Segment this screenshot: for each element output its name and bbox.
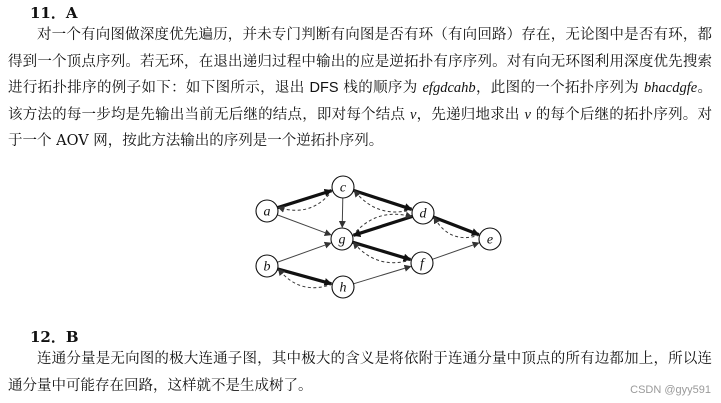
edge-f-e [432,243,478,259]
q12-heading: 12．B [30,328,79,346]
watermark: CSDN @gyy591 [630,384,711,396]
q11-text-5: ，先递归地求出 [416,106,525,123]
node-f-label: f [420,256,424,272]
node-d-label: d [419,206,427,222]
vertex-v-2: v [524,106,531,123]
node-a-label: a [263,204,271,220]
edge-h-f [354,266,411,283]
q11-text-2: 栈的顺序为 [338,80,423,96]
q12-explanation: 连通分量是无向图的极大连通子图，其中极大的含义是将依附于连通分量中顶点的所有边都加上，所以连通分量中可能存在回路，这样就不是生成树了。 [8,351,712,394]
dfs-term: DFS [309,80,339,96]
q11-text-3: ，此图的一个拓扑序列为 [475,80,645,96]
q11-text-4: 。该方法的每一步均是先输出当前无后继的结点，即对每个结点 [8,80,713,123]
topological-sequence: bhacdgfe [644,80,698,96]
edge-d-e [433,217,479,235]
q11-text-1: 对一个有向图做深度优先遍历，并未专门判断有向图是否有环（有向回路）存在，无论图中是否有环，都得到一个顶点序列。若无环，在退出递归过程中输出的应是逆拓扑有序序列。对有向无环图利用深度优先搜索进行拓扑排序的例子如下：如下图所示，退出 [8,27,712,96]
edge-g-f [353,242,411,259]
edge-a-c [277,191,331,208]
node-b-label: b [263,259,271,275]
edge-c-g [342,198,343,227]
node-g-label: g [338,232,346,248]
vertex-v-1: v [410,106,417,123]
dfs-exit-sequence: efgdcahb [422,80,476,96]
node-h-label: h [339,280,347,296]
edge-b-g [277,243,330,262]
q11-text-6: 的每个后继的拓扑序列。对于一个 AOV 网，按此方法输出的序列是一个逆拓扑序列。 [8,106,713,149]
edge-a-g [277,215,330,235]
node-c-label: c [339,180,347,196]
node-e-label: e [486,232,494,248]
edge-c-d [353,190,411,209]
q11-heading: 11．A [30,4,78,22]
